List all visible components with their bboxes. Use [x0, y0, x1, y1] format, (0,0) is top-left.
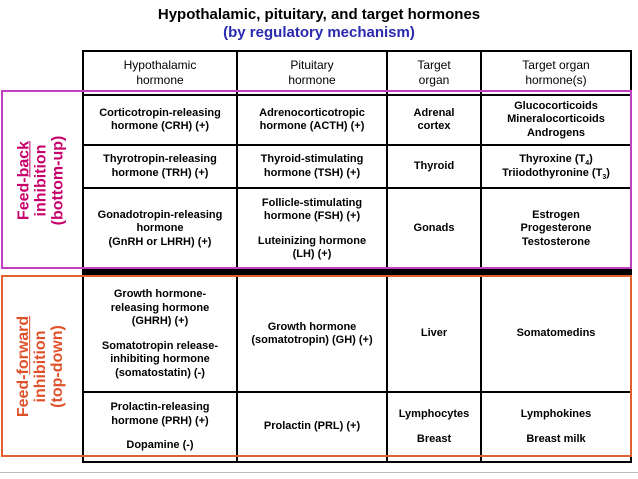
row-prh-target-hormones: Lymphokines Breast milk: [482, 393, 630, 461]
row-gnrh-target: Gonads: [388, 189, 480, 269]
feedforward-label: Feed-forward inhibition (top-down): [15, 315, 67, 417]
row-ghrh-target: Liver: [388, 277, 480, 391]
page-title: Hypothalamic, pituitary, and target hormones: [157, 6, 481, 23]
row-trh-target-hormones: Thyroxine $(T_4)$ Triiodothyronine $(T_3)$: [482, 146, 630, 187]
row-crh-target: Adrenal cortex: [388, 96, 480, 144]
header-target-hormones: Target organ hormone(s): [482, 52, 630, 94]
header-hypothalamic: Hypothalamic hormone: [84, 52, 236, 94]
row-prh-hypothalamic: Prolactin-releasing hormone (PRH) (+) Dopamine (-): [84, 393, 236, 461]
bottom-divider: [0, 472, 638, 473]
row-trh-hypothalamic: Thyrotropin-releasing hormone (TRH) (+): [84, 146, 236, 187]
row-gnrh-pituitary: Follicle-stimulating hormone (FSH) (+) Luteinizing hormone (LH) (+): [238, 189, 386, 269]
row-prh-target: Lymphocytes Breast: [388, 393, 480, 461]
row-prh-pituitary: Prolactin (PRL) (+): [238, 393, 386, 461]
row-trh-pituitary: Thyroid-stimulating hormone (TSH) (+): [238, 146, 386, 187]
row-trh-target: Thyroid: [388, 146, 480, 187]
row-gnrh-target-hormones: Estrogen Progesterone Testosterone: [482, 189, 630, 269]
hormone-table: [82, 50, 632, 463]
row-ghrh-pituitary: Growth hormone (somatotropin) (GH) (+): [238, 277, 386, 391]
row-crh-pituitary: Adrenocorticotropic hormone (ACTH) (+): [238, 96, 386, 144]
row-ghrh-hypothalamic: Growth hormone- releasing hormone (GHRH) (+) Somatotropin release- inhibiting hormone (somatostatin) (-): [84, 277, 236, 391]
row-crh-target-hormones: Glucocorticoids Mineralocorticoids Androgens: [482, 96, 630, 144]
row-ghrh-target-hormones: Somatomedins: [482, 277, 630, 391]
feedback-label: Feed-back inhibition (bottom-up): [15, 135, 67, 225]
header-pituitary: Pituitary hormone: [238, 52, 386, 94]
row-gnrh-hypothalamic: Gonadotropin-releasing hormone (GnRH or LHRH) (+): [84, 189, 236, 269]
page-subtitle: (by regulatory mechanism): [223, 24, 415, 41]
header-target-organ: Target organ: [388, 52, 480, 94]
row-crh-hypothalamic: Corticotropin-releasing hormone (CRH) (+): [84, 96, 236, 144]
